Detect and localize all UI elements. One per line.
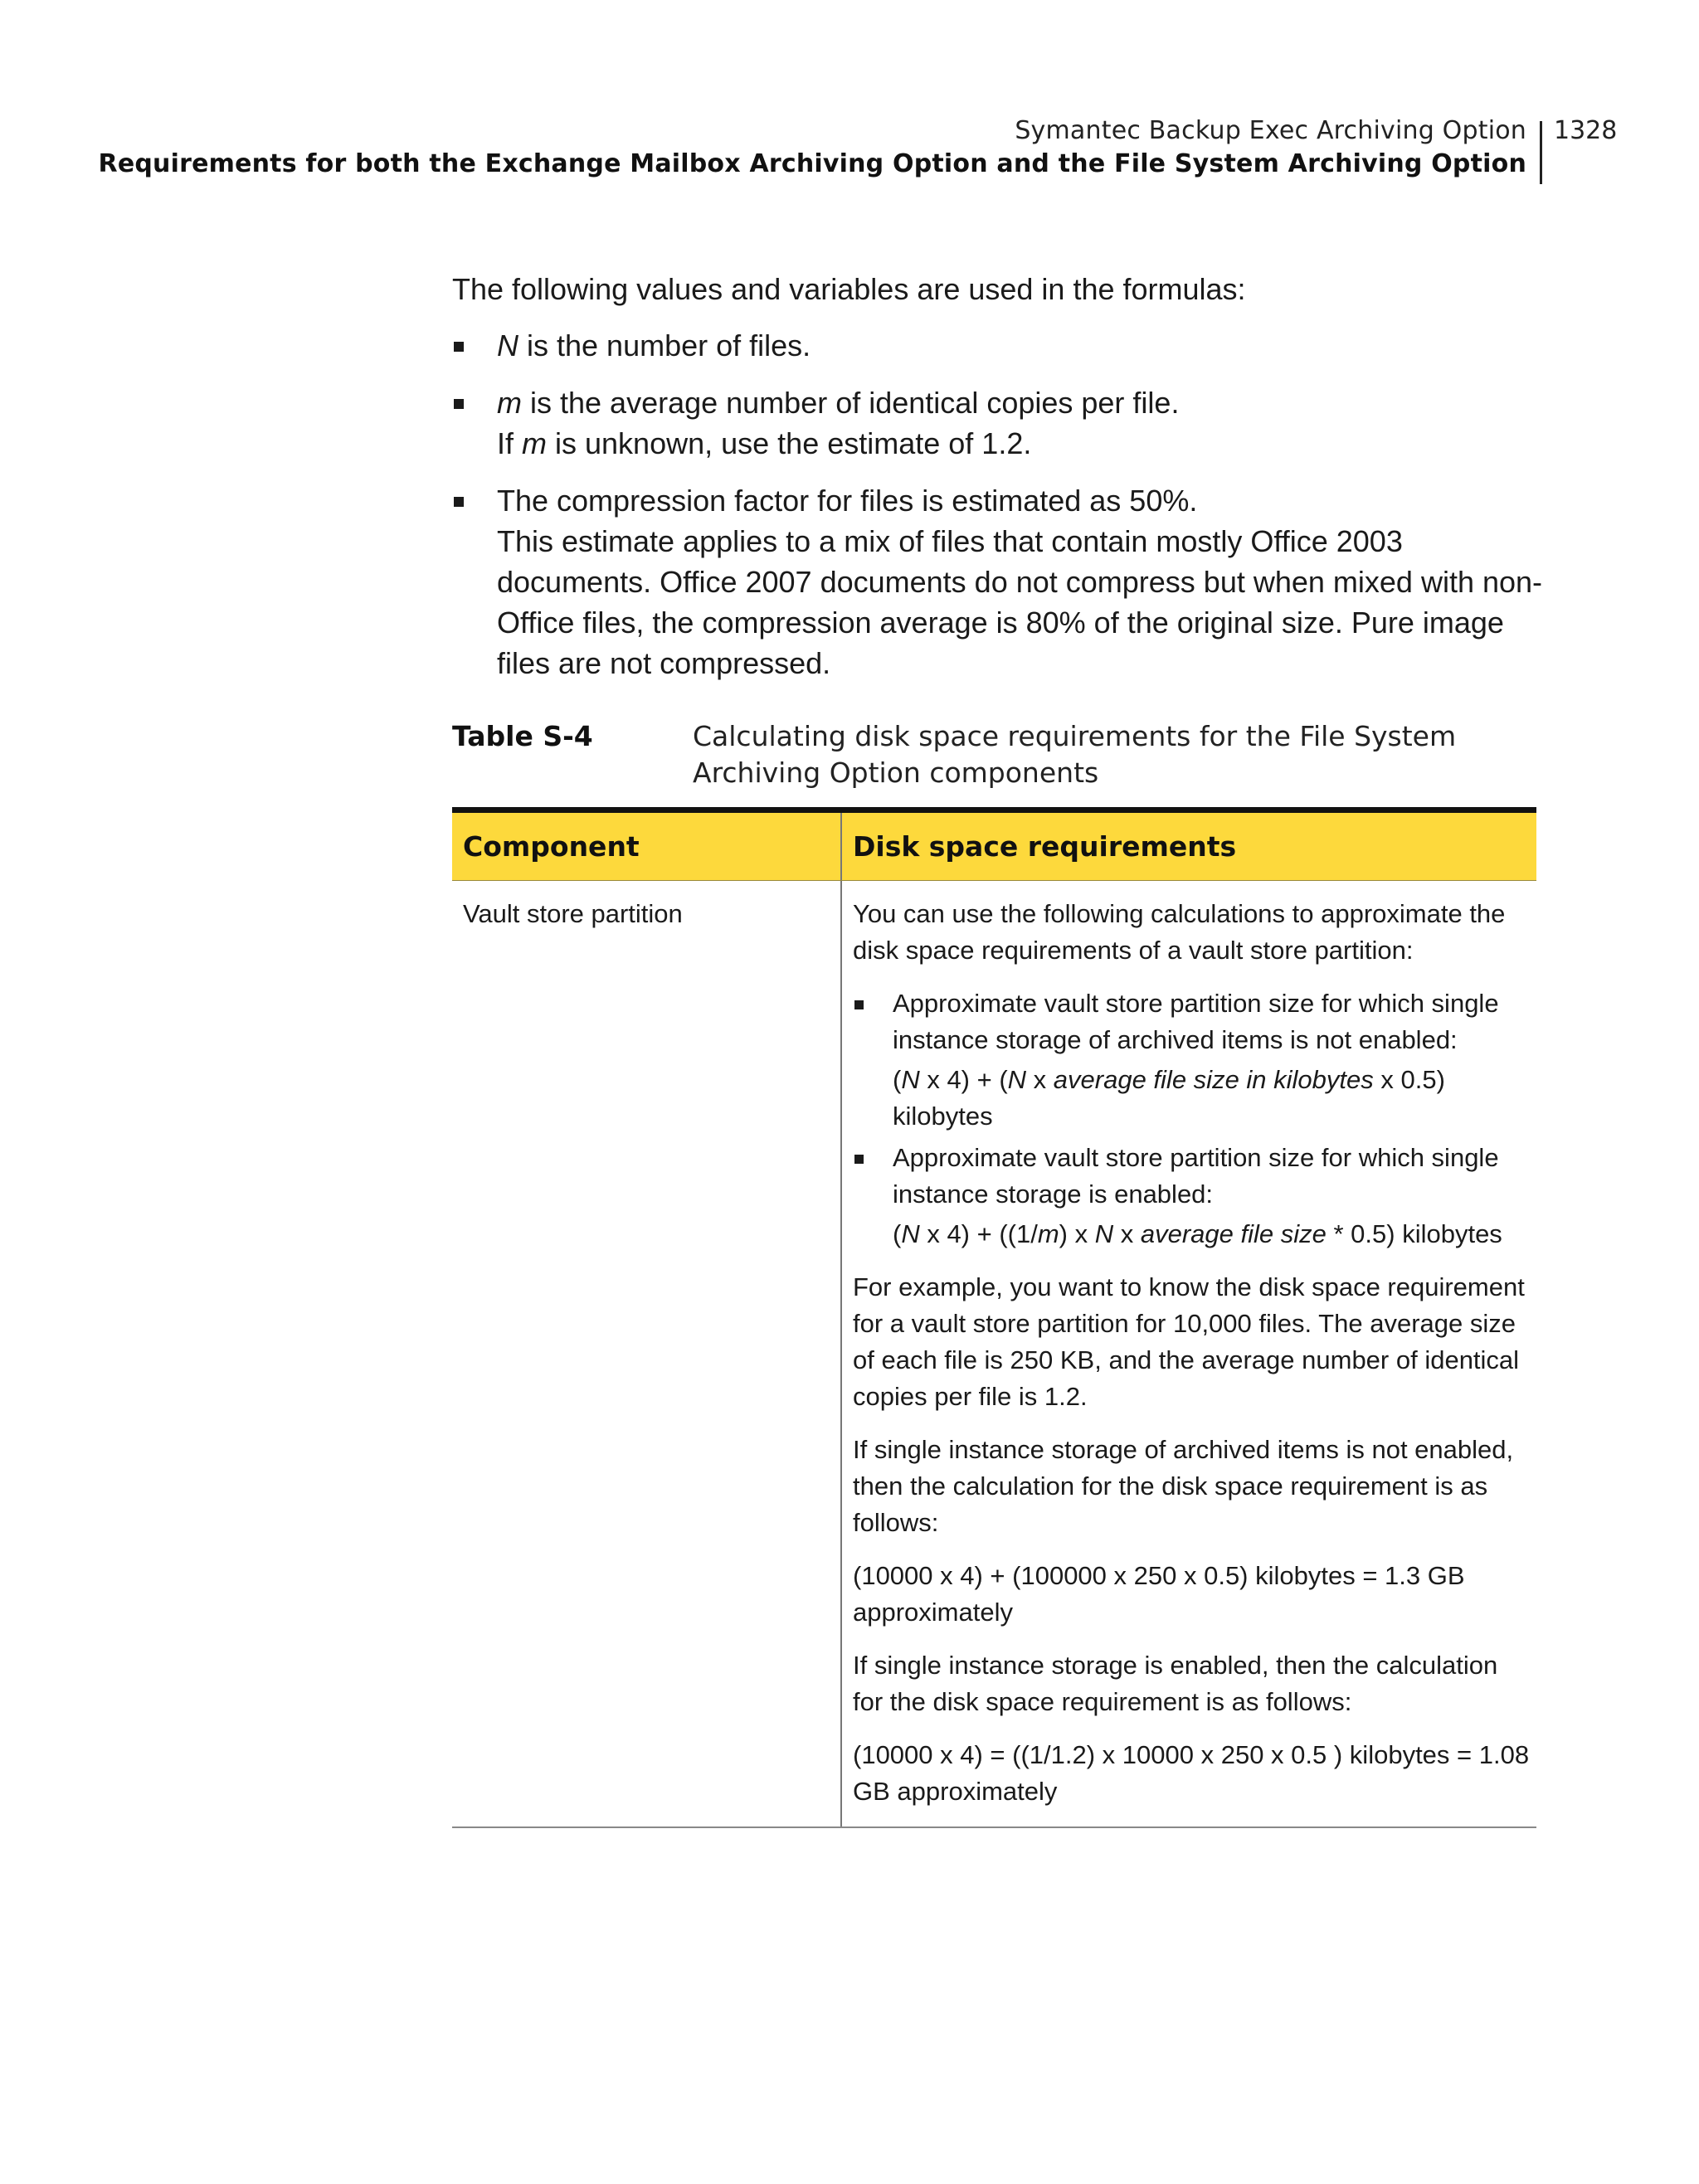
list-item-detail: This estimate applies to a mix of files that contain mostly Office 2003 documents. Office 2007 documents do not compress but when mixed with non-Office files, the compression average is 80% of the original size. Pure image files are not compressed. [497,524,1543,680]
calculation-not-enabled: (10000 x 4) + (100000 x 250 x 0.5) kilobytes = 1.3 GB approximately [853,1561,1465,1627]
bullet-square-icon [454,342,464,352]
formula-part: ( [893,1065,902,1094]
formula-part: x [1026,1065,1054,1094]
column-header-disk-space: Disk space requirements [853,830,1237,863]
variables-list [452,325,1547,700]
list-item [452,325,1547,366]
formula-var: average file size in kilobytes [1053,1065,1374,1094]
formula-part: ( [893,1219,902,1248]
formula-part: * 0.5) kilobytes [1326,1219,1502,1248]
list-item [452,480,1547,683]
formula-part: x [1113,1219,1141,1248]
page-number: 1328 [1554,116,1618,145]
bullet-square-icon [454,497,464,507]
bullet-square-icon [854,1155,864,1164]
formula-part: x 4) + ((1/ [919,1219,1038,1248]
formula-var: N [901,1219,920,1248]
calculation-enabled: (10000 x 4) = ((1/1.2) x 10000 x 250 x 0.5 ) kilobytes = 1.08 GB approximately [853,1740,1530,1806]
table-caption-text: Calculating disk space requirements for the File System Archiving Option components [693,720,1457,789]
formula-list [853,985,1531,1253]
list-item-text: If [497,426,523,460]
running-header [0,114,1526,181]
formula-enabled [893,1216,1531,1253]
formula-var: N [1094,1219,1114,1248]
list-item [853,985,1531,1135]
formula-var: N [1007,1065,1027,1094]
bullet-square-icon [454,399,464,409]
disk-space-table [452,807,1536,1828]
formula-part: ) x [1059,1219,1095,1248]
variable-m: m [497,386,522,420]
table-row [452,881,1536,1828]
requirements-intro: You can use the following calculations to approximate the disk space requirements of a vault store partition: [853,899,1506,965]
intro-paragraph: The following values and variables are used in the formulas: [452,272,1246,306]
bullet-square-icon [854,1000,864,1009]
formula-not-enabled [893,1062,1531,1135]
table-label: Table S-4 [452,720,593,752]
enabled-paragraph: If single instance storage is enabled, then the calculation for the disk space requirement is as follows: [853,1651,1498,1716]
list-item [853,1140,1531,1253]
table-header-row [452,813,1536,881]
list-item-text: is the number of files. [518,328,811,362]
formula-description: Approximate vault store partition size for which single instance storage of archived items is not enabled: [893,989,1499,1054]
section-title: Requirements for both the Exchange Mailbox Archiving Option and the File System Archiving Option [98,149,1526,178]
component-cell: Vault store partition [452,881,842,1826]
formula-part: x 0.5) kilobytes [893,1065,1445,1131]
requirements-cell [842,881,1536,1826]
list-item-text: is the average number of identical copies per file. [522,386,1180,420]
header-divider [1540,121,1542,184]
formula-part: x 4) + ( [919,1065,1008,1094]
variable-n: N [497,328,518,362]
table-top-rule [452,807,1536,813]
formula-var: N [901,1065,920,1094]
formula-var: average file size [1140,1219,1327,1248]
not-enabled-paragraph: If single instance storage of archived items is not enabled, then the calculation for the disk space requirement is as follows: [853,1435,1514,1537]
variable-m: m [522,426,548,460]
list-item-text: The compression factor for files is estimated as 50%. [497,484,1198,518]
list-item [452,382,1547,464]
chapter-title: Symantec Backup Exec Archiving Option [1015,116,1526,145]
formula-description: Approximate vault store partition size for which single instance storage is enabled: [893,1143,1499,1209]
column-header-component: Component [452,813,842,880]
list-item-text: is unknown, use the estimate of 1.2. [547,426,1032,460]
formula-var: m [1037,1219,1059,1248]
example-paragraph: For example, you want to know the disk space requirement for a vault store partition for 10,000 files. The average size of each file is 250 KB, and the average number of identical copies per file is 1.2. [853,1272,1525,1411]
